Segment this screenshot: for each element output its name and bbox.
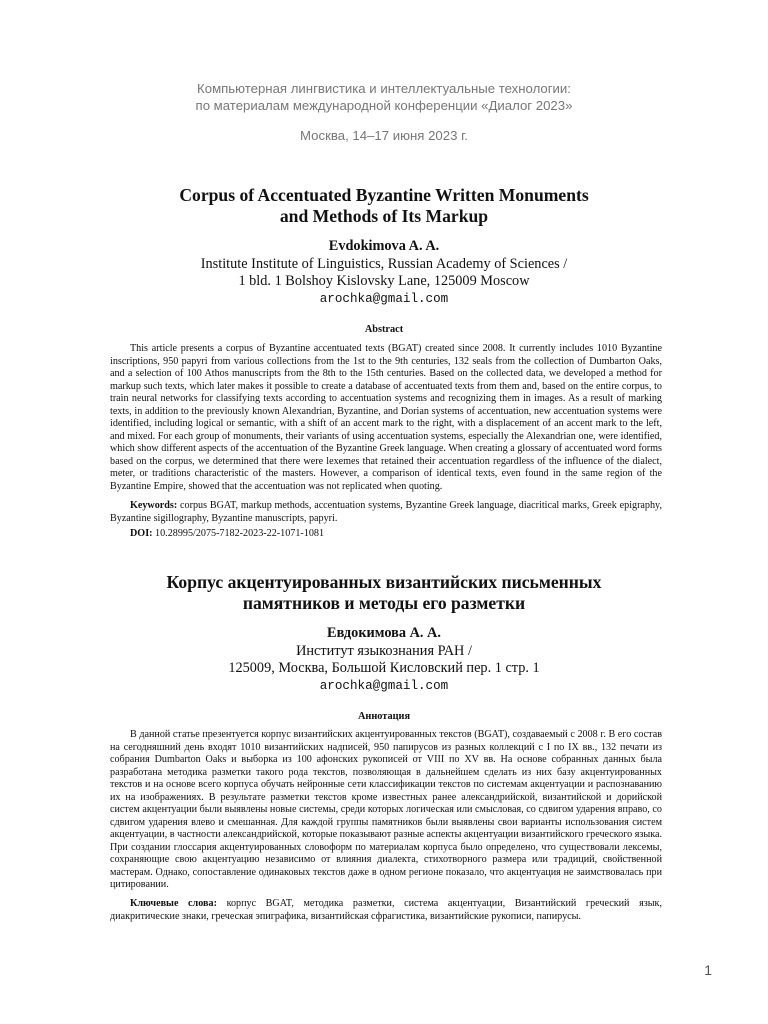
english-title-line-1: Corpus of Accentuated Byzantine Written Monuments [179,185,589,205]
russian-abstract-text: В данной статье презентуется корпус византийских акцентуированных текстов (BGAT), создаваемый с 2008 г. В его состав на сегодняшний день входят 1010 византийских надписей, 950 папирусов из разных коллекций с I по IX вв., 132 печати из собрания Dumbarton Oaks и выборка из 100 афонских рукописей от VIII по XV вв. На основе собранных данных была разработана методика разметки такого рода текстов, позволяющая в дальнейшем сделать из них базу акцентуированных текстов и на основе всего корпуса обучать нейронные сети классификации текстов по системам акцентуации и распознаванию их на изображениях. В результате разметки текстов кроме известных ранее александрийской, византийской и дорийской систем акцентуации были выявлены новые системы, среди которых логическая или смысловая, со сдвигом ударения вправо, со сдвигом ударения влево и смешанная. Для каждой группы памятников были выявлены свои варианты использования систем акцентуации, в частности александрийской, которые показывают разные аспекты акцентуации византийского греческого языка. При создании глоссария акцентуированных словоформ по материалам корпуса было определено, что существовали лексемы, сохраняющие свою акцентуацию независимо от влияния диалекта, стихотворного размера или традиций, свойственной мастерам. Однако, сопоставление одинаковых текстов даже в одном регионе показало, что акцентуация не заимствовалась при цитировании. [110,729,662,890]
russian-affiliation-line-2: 125009, Москва, Большой Кисловский пер. 1 стр. 1 [228,660,540,676]
english-keywords-label: Keywords: [130,500,178,511]
conference-line-1: Компьютерная лингвистика и интеллектуальные технологии: [197,81,571,96]
russian-author-name: Евдокимова А. А. [327,625,441,641]
english-title-line-2: and Methods of Its Markup [279,206,489,226]
russian-keywords-text: корпус BGAT, методика разметки, система акцентуации, Византийский греческий язык, диакритические знаки, греческая эпиграфика, византийская сфрагистика, византийские рукописи, папирусы. [110,898,662,922]
russian-affiliation-line-1: Институт языкознания РАН / [296,642,472,659]
english-keywords-text: corpus BGAT, markup methods, accentuation systems, Byzantine Greek language, diacritical marks, Greek epigraphy, Byzantine sigillography, Byzantine manuscripts, papyri. [110,500,662,524]
russian-title [0,572,768,614]
conference-date: Москва, 14–17 июня 2023 г. [300,128,468,143]
doi-value: 10.28995/2075-7182-2023-22-1071-1081 [155,528,325,539]
russian-author-block [0,625,768,695]
english-affiliation-line-2: 1 bld. 1 Bolshoy Kislovsky Lane, 125009 Moscow [238,273,530,289]
english-abstract-heading: Abstract [364,324,404,335]
russian-title-line-2: памятников и методы его разметки [242,593,526,613]
doi [110,528,662,541]
russian-abstract-heading: Аннотация [357,711,411,722]
russian-author-email: arochka@gmail.com [319,678,449,693]
russian-keywords [110,898,662,923]
russian-title-line-1: Корпус акцентуированных византийских письменных [166,572,602,592]
english-title [0,185,768,227]
english-author-block [0,238,768,308]
english-affiliation-line-1: Institute Institute of Linguistics, Russian Academy of Sciences / [200,255,568,272]
english-author-name: Evdokimova A. A. [328,238,440,254]
english-author-email: arochka@gmail.com [319,291,449,306]
english-keywords [110,500,662,525]
page-number: 1 [704,962,712,978]
english-abstract-text: This article presents a corpus of Byzantine accentuated texts (BGAT) created since 2008. It currently includes 1010 Byzantine inscriptions, 950 papyri from various collections from the 1st to the 9th centuries, 132 seals from the collection of Dumbarton Oaks, and a selection of 100 Athos manuscripts from the 8th to the 15th centuries. Based on the collected data, we developed a method for markup such texts, which later makes it possible to create a database of accentuated texts from them and, based on the entire corpus, to train neural networks for classifying texts according to accentuation systems and recognizing them in images. As a result of marking texts, in addition to the previously known Alexandrian, Byzantine, and Dorian systems of accentuation, new accentuation systems were identified, including logical or semantic, with a shift of an accent mark to the right, with a displacement of an accent mark to the left, and mixed. For each group of monuments, their variants of using accentuation systems, especially the Alexandrian one, were identified, which show different aspects of the accentuation of the Byzantine Greek language. When creating a glossary of accentuated word forms based on the corpus, we determined that there were lexemes that retained their accentuation regardless of the influence of the dialect, meter, or traditions characteristic of the masters. However, a comparison of identical texts, even found in the same region of the Byzantine Empire, showed that the accentuation was not replicated when quoting. [110,343,662,492]
doi-label: DOI: [130,528,153,539]
russian-keywords-label: Ключевые слова: [130,898,217,909]
conference-line-2: по материалам международной конференции «Диалог 2023» [195,98,573,113]
conference-header [0,80,768,144]
